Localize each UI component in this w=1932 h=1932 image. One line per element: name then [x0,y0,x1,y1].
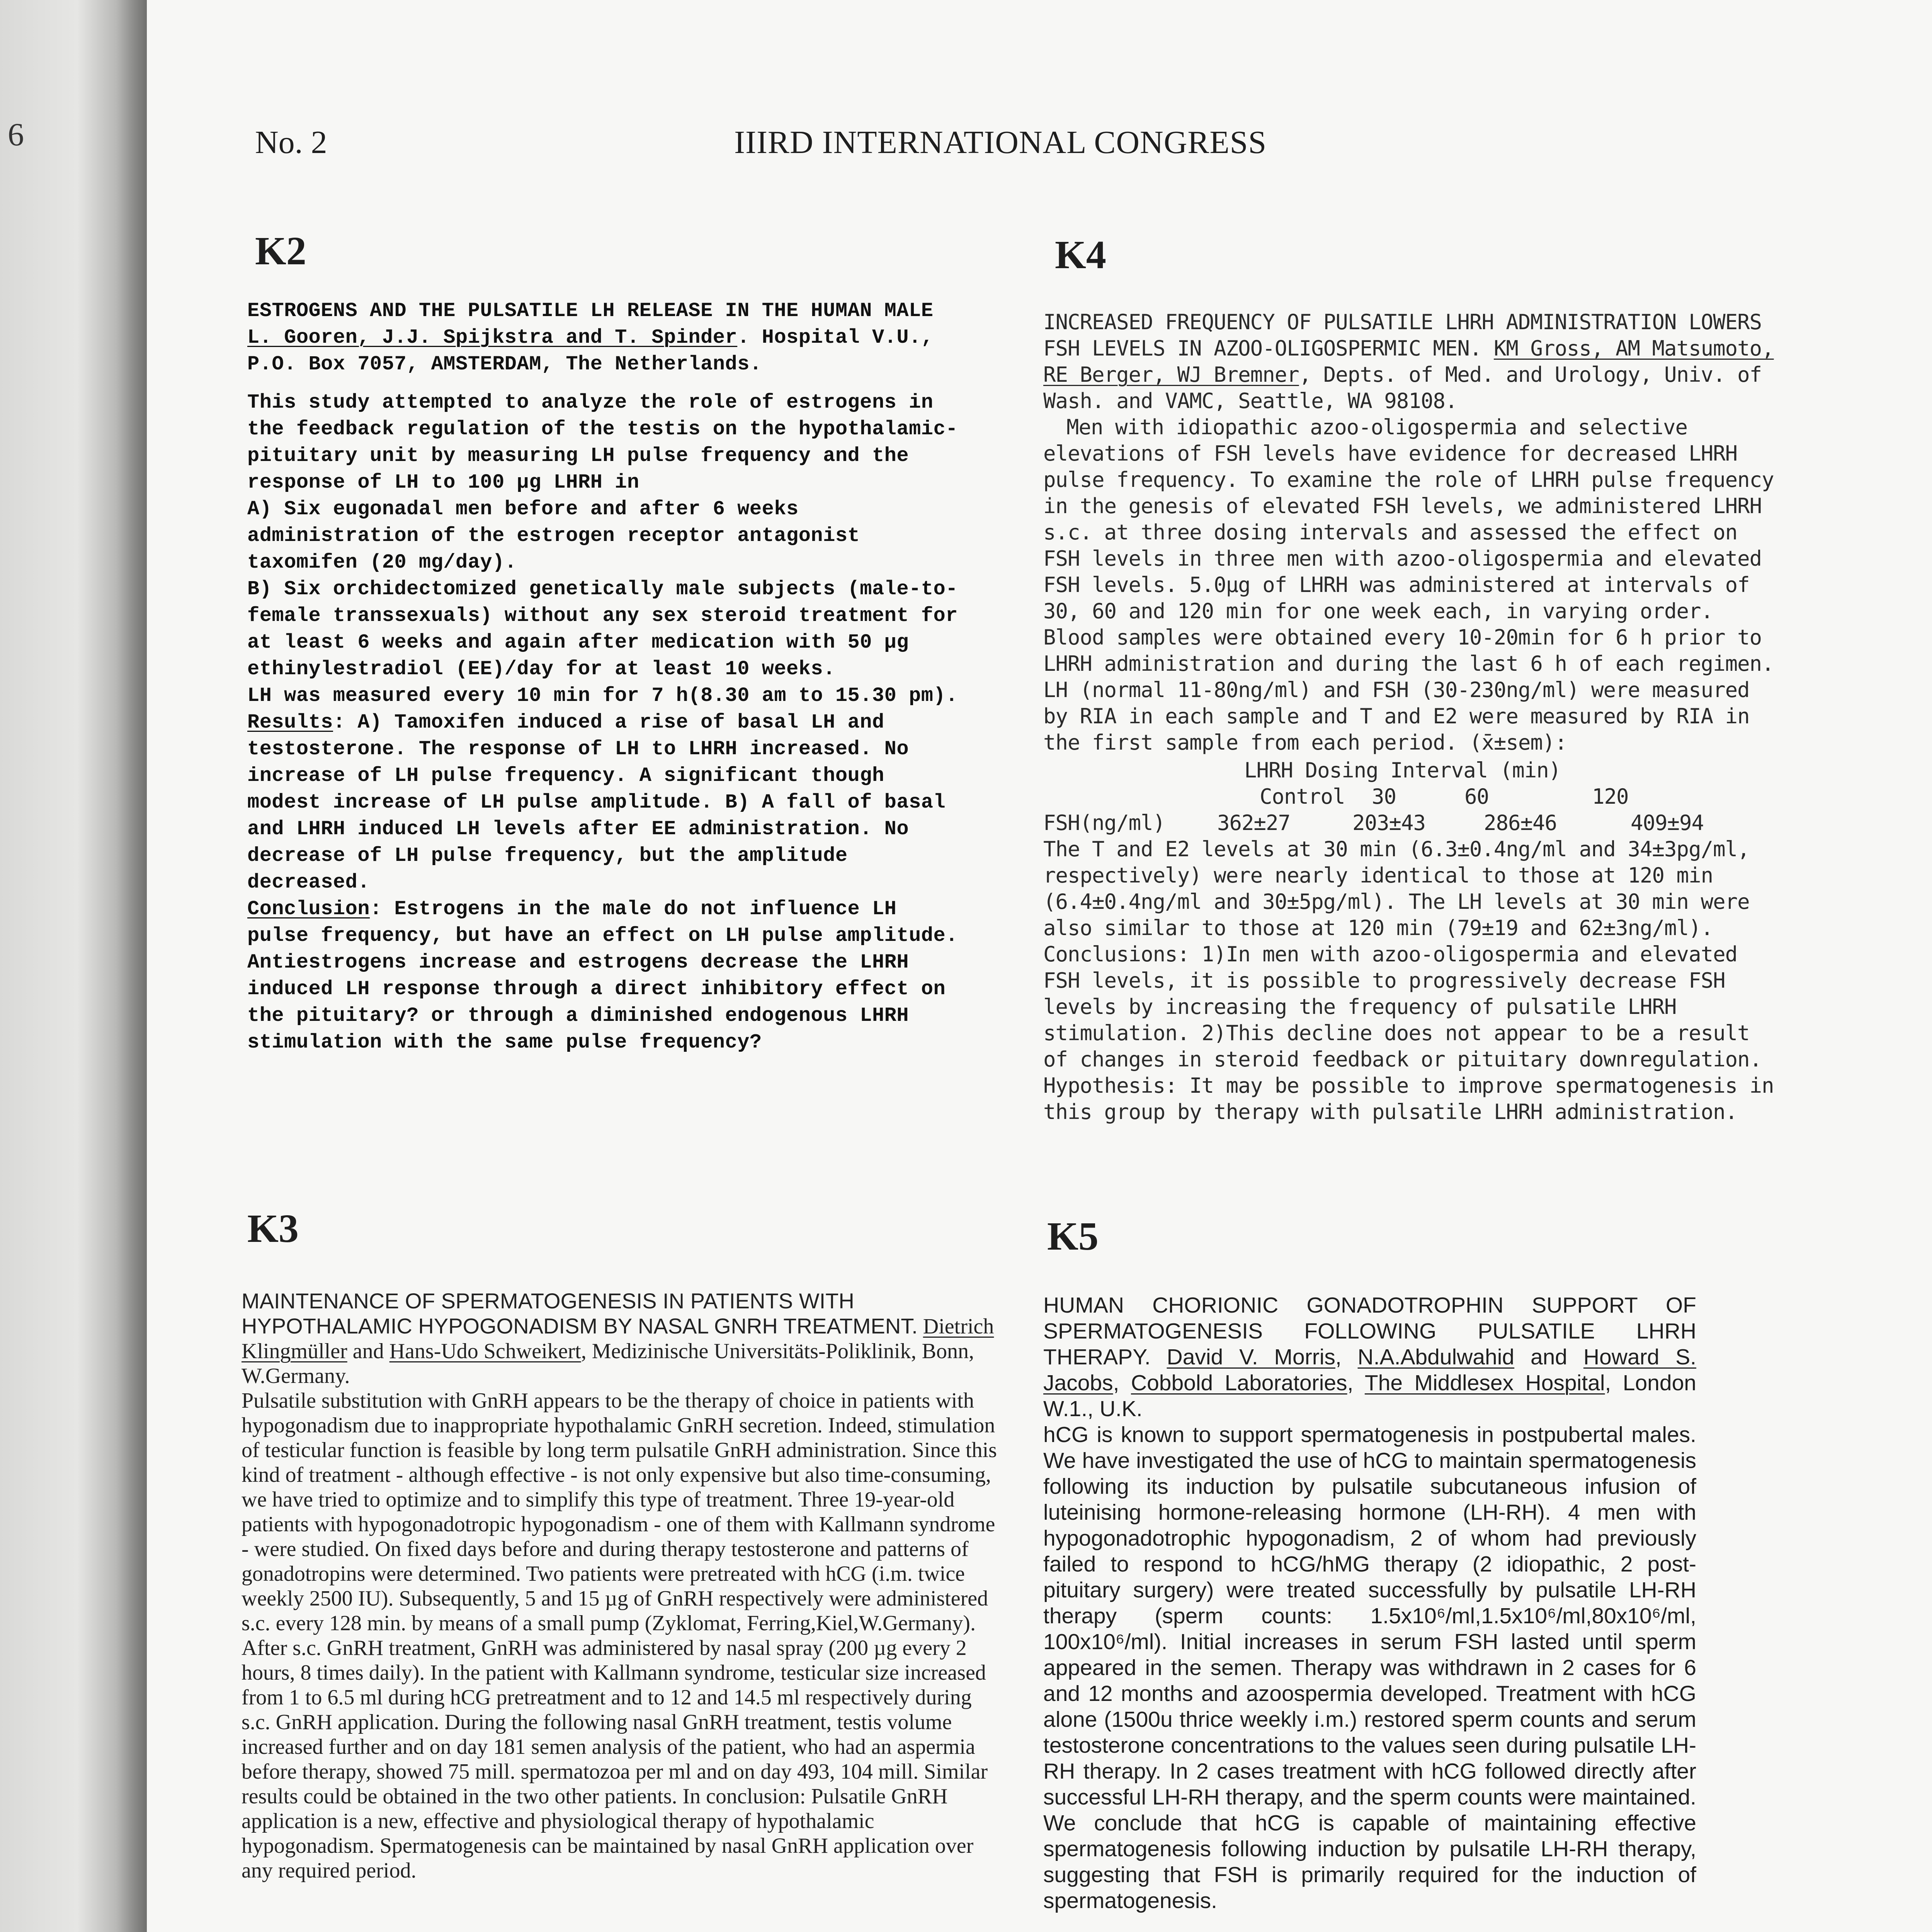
k3-body: Pulsatile substitution with GnRH appears to be the therapy of choice in patients with hypogonadism due to inappropriate hypothalamic GnRH secretion. Indeed, stimulation of testicular function is feasible by long term pulsatile GnRH administration. Since this kind of treatment - although effective - is not only expensive but also time-consuming, we have tried to optimize and to simplify this type of treatment. Three 19-year-old patients with hypogonadotropic hypogonadism - one of them with Kallmann syndrome - were studied. On fixed days before and during therapy testosterone and patterns of gonadotropins were determined. Two patients were pretreated with hCG (i.m. twice weekly 2500 IU). Subsequently, 5 and 15 µg of GnRH respectively were administered s.c. every 128 min. by means of a small pump (Zyklomat, Ferring,Kiel,W.Germany). After s.c. GnRH treatment, GnRH was administered by nasal spray (200 µg every 2 hours, 8 times daily). In the patient with Kallmann syndrome, testicular size increased from 1 to 6.5 ml during hCG pretreatment and to 12 and 14.5 ml respectively during s.c. GnRH application. During the following nasal GnRH treatment, testis volume increased further and on day 181 semen analysis of the patient, who had an aspermia before therapy, showed 75 mill. spermatozoa per ml and on day 493, 104 mill. Similar results could be obtained in the two other patients. In conclusion: Pulsatile GnRH application is a new, effective and physiological therapy of hypothalamic hypogonadism. Spermatogenesis can be maintained by nasal GnRH application over any required period. [242,1389,997,1883]
k4-abstract [1043,309,1777,1125]
k3-affiliation: , Medizinische Universitäts-Poliklinik, Bonn, W.Germany. [242,1339,974,1388]
k2-byline [247,324,966,378]
k2-results-text: : A) Tamoxifen induced a rise of basal LH and testosterone. The response of LH to LHRH increased. No increase of LH pulse frequency. A significant though modest increase of LH pulse amplitude. B) A fall of basal and LHRH induced LH levels after EE administration. No decrease of LH pulse frequency, but the amplitude decreased. [247,711,946,894]
k5-abstract [1043,1293,1696,1914]
k2-results-label: Results [247,711,333,734]
binding-gutter-shadow [0,0,147,1932]
k5-label: K5 [1047,1214,1099,1259]
k2-title [247,298,966,324]
k2-item-b: B) Six orchidectomized genetically male subjects (male-to-female transsexuals) without any sex steroid treatment for at least 6 weeks and again after medication with 50 µg ethinylestradiol (EE)/day for at least 10 weeks. [247,578,958,680]
k5-author-3: Howard S. Jacobs [1043,1345,1696,1395]
k3-header [242,1289,1003,1388]
k5-affiliation-1: Cobbold Laboratories [1131,1371,1347,1395]
k2-item-a: A) Six eugonadal men before and after 6 weeks administration of the estrogen receptor antagonist taxomifen (20 mg/day). [247,498,860,574]
k4-cell: 409±94 [1631,811,1704,835]
k3-abstract [242,1289,1003,1883]
k4-cell: 203±43 [1352,811,1426,835]
k2-affiliation-2: P.O. Box 7057, AMSTERDAM, The Netherlands. [247,353,762,376]
k4-table-row [1043,810,1777,836]
k4-results-table [1043,757,1777,836]
running-header: IIIRD INTERNATIONAL CONGRESS [734,124,1267,160]
k4-authors: KM Gross, AM Matsumoto, RE Berger, WJ Bremner [1043,336,1774,387]
k5-affiliation-3: , London W.1., U.K. [1043,1371,1696,1421]
k5-body: hCG is known to support spermatogenesis in postpubertal males. We have investigated the use of hCG to maintain spermatogenesis following its induction by pulsatile subcutaneous infusion of luteinising hormone-releasing hormone (LH-RH). 4 men with hypogonadotrophic hypogonadism, 2 of whom had previously failed to respond to hCG/hMG therapy (2 idiopathic, 2 post-pituitary surgery) were treated successfully by pulsatile LH-RH therapy (sperm counts: 1.5x10⁶/ml,1.5x10⁶/ml,80x10⁶/ml, 100x10⁶/ml). Initial increases in serum FSH lasted until sperm appeared in the semen. Therapy was withdrawn in 2 cases for 6 and 12 months and azoospermia developed. Treatment with hCG alone (1500u thrice weekly i.m.) restored sperm counts and serum testosterone concentrations to the values seen during pulsatile LH-RH therapy. In 2 cases treatment with hCG followed directly after successful LH-RH therapy, and the sperm counts were maintained. We conclude that hCG is capable of maintaining effective spermatogenesis following induction by pulsatile LH-RH therapy, suggesting that FSH is primarily required for the induction of spermatogenesis. [1043,1422,1696,1913]
k3-author-1: Dietrich Klingmüller [242,1315,994,1363]
k5-title: HUMAN CHORIONIC GONADOTROPHIN SUPPORT OF SPERMATOGENESIS FOLLOWING PULSATILE LHRH THERAPY. [1043,1293,1696,1369]
k2-lh-measured: LH was measured every 10 min for 7 h(8.30 am to 15.30 pm). [247,684,958,707]
k4-cell: 286±46 [1484,811,1557,835]
k2-results [247,709,966,896]
k4-table-title: LHRH Dosing Interval (min) [1244,758,1561,782]
k5-header: HUMAN CHORIONIC GONADOTROPHIN SUPPORT OF SPERMATOGENESIS FOLLOWING PULSATILE LHRH THERAPY. David V. Morris, N.A.Abdulwahid and Howard S. Jacobs, Cobbold Laboratories, The Middlesex Hospital, London W.1., U.K. [1043,1293,1696,1421]
k3-label: K3 [247,1206,299,1251]
k4-affiliation: , Depts. of Med. and Urology, Univ. of Wash. and VAMC, Seattle, WA 98108. [1043,362,1762,413]
k4-header [1043,309,1777,414]
k2-conclusion-text: : Estrogens in the male do not influence LH pulse frequency, but have an effect on LH pulse amplitude. Antiestrogens increase and estrogens decrease the LHRH induced LH response through a direct inhibitory effect on the pituitary? or through a diminished endogenous LHRH stimulation with the same pulse frequency? [247,898,958,1054]
k5-and: and [1514,1345,1583,1369]
k4-col-header: 60 [1464,784,1489,809]
k4-row-label: FSH(ng/ml) [1043,811,1165,835]
k2-conclusion-label: Conclusion [247,898,370,920]
k2-title-text: ESTROGENS AND THE PULSATILE LH RELEASE IN THE HUMAN MALE [247,299,934,322]
k2-conclusion [247,896,966,1056]
k2-intro: This study attempted to analyze the role of estrogens in the feedback regulation of the testis on the hypothalamic-pituitary unit by measuring LH pulse frequency and the response of LH to 100 µg LHRH in [247,391,958,494]
k4-col-header: Control [1260,784,1345,809]
k4-body-1: Men with idiopathic azoo-oligospermia and selective elevations of FSH levels have evidence for decreased LHRH pulse frequency. To examine the role of LHRH pulse frequency in the genesis of elevated FSH levels, we administered LHRH s.c. at three dosing intervals and assessed the effect on FSH levels in three men with azoo-oligospermia and elevated FSH levels. 5.0µg of LHRH was administered at intervals of 30, 60 and 120 min for one week each, in varying order. Blood samples were obtained every 10-20min for 6 h prior to LHRH administration and during the last 6 h of each regimen. LH (normal 11-80ng/ml) and FSH (30-230ng/ml) were measured by RIA in each sample and T and E2 were measured by RIA in the first sample from each period. (x̄±sem): [1043,415,1774,755]
k2-authors: L. Gooren, J.J. Spijkstra and T. Spinder [247,326,738,349]
k5-author-1: David V. Morris [1167,1345,1335,1369]
k5-affiliation-2: The Middlesex Hospital [1364,1371,1605,1395]
k4-cell: 362±27 [1217,811,1291,835]
k4-body-2: The T and E2 levels at 30 min (6.3±0.4ng/ml and 34±3pg/ml, respectively) were nearly identical to those at 120 min (6.4±0.4ng/ml and 30±5pg/ml). The LH levels at 30 min were also similar to those at 120 min (79±19 and 62±3ng/ml). Conclusions: 1)In men with azoo-oligospermia and elevated FSH levels, it is possible to progressively decrease FSH levels by increasing the frequency of pulsatile LHRH stimulation. 2)This decline does not appear to be a result of changes in steroid feedback or pituitary downregulation. Hypothesis: It may be possible to improve spermatogenesis in this group by therapy with pulsatile LHRH administration. [1043,837,1774,1124]
margin-number: 6 [8,117,24,153]
k5-author-2: N.A.Abdulwahid [1357,1345,1515,1369]
k2-abstract [247,298,966,1056]
k3-and: and [347,1339,389,1363]
k2-label: K2 [255,229,306,273]
k4-col-header: 30 [1372,784,1396,809]
k2-affiliation-1: . Hospital V.U., [737,326,934,349]
k3-title: MAINTENANCE OF SPERMATOGENESIS IN PATIENTS WITH HYPOTHALAMIC HYPOGONADISM BY NASAL GNRH TREATMENT. [242,1289,918,1338]
k4-table-header-row [1043,784,1777,810]
k4-col-header: 120 [1592,784,1629,809]
k4-label: K4 [1055,233,1106,277]
k4-title: INCREASED FREQUENCY OF PULSATILE LHRH ADMINISTRATION LOWERS FSH LEVELS IN AZOO-OLIGOSPERMIC MEN. [1043,310,1762,361]
issue-number: No. 2 [255,124,327,160]
k3-author-2: Hans-Udo Schweikert [389,1339,581,1363]
